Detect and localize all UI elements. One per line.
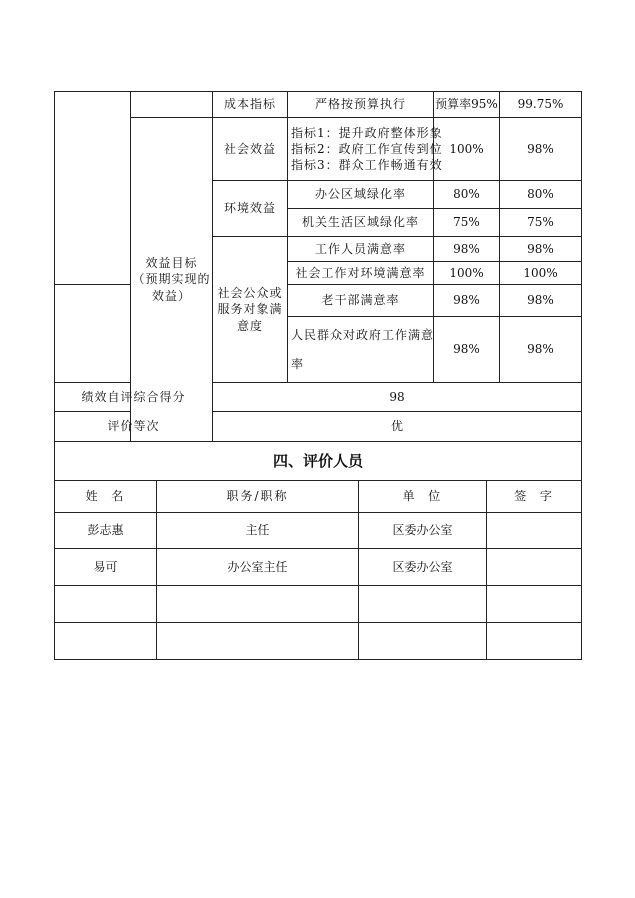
satisfaction-actual-1: 98% [500,237,582,262]
env-target-1: 80% [434,181,500,209]
evaluator-signature [487,549,582,586]
evaluators-table [54,441,582,660]
satisfaction-actual-2: 100% [500,262,582,285]
env-indicator-2: 机关生活区域绿化率 [288,209,434,237]
satisfaction-target-2: 100% [434,262,500,285]
evaluator-title: 主任 [157,513,359,549]
satisfaction-indicator-4: 人民群众对政府工作满意 率 [288,317,434,383]
evaluator-row [55,586,582,623]
satisfaction-target-4: 98% [434,317,500,383]
env-actual-2: 75% [500,209,582,237]
evaluator-unit [359,586,487,623]
satisfaction-actual-4: 98% [500,317,582,383]
social-benefit-actual: 98% [500,118,582,181]
header-sign: 签 字 [487,481,582,513]
evaluator-unit: 区委办公室 [359,513,487,549]
evaluator-signature [487,623,582,660]
social-benefit-row [55,118,582,181]
outer-blank-cell-top [55,92,131,285]
env-benefit-category: 环境效益 [213,181,288,237]
satisfaction-target-1: 98% [434,237,500,262]
score-value: 98 [213,383,582,412]
cost-target: 预算率95% [434,92,500,118]
satisfaction-target-3: 98% [434,285,500,317]
satisfaction-category: 社会公众或 服务对象满 意度 [213,237,288,383]
evaluator-signature [487,513,582,549]
evaluator-unit [359,623,487,660]
cost-indicator: 严格按预算执行 [288,92,434,118]
evaluator-name [55,586,157,623]
env-target-2: 75% [434,209,500,237]
social-benefit-target: 100% [434,118,500,181]
benefit-group-label: 效益目标 （预期实现的 效益） [131,118,213,442]
social-benefit-indicators: 指标1：提升政府整体形象 指标2：政府工作宣传到位 指标3：群众工作畅通有效 [288,118,434,181]
cost-row [55,92,582,118]
cost-actual: 99.75% [500,92,582,118]
env-indicator-1: 办公区域绿化率 [288,181,434,209]
satisfaction-actual-3: 98% [500,285,582,317]
grade-row [55,412,582,442]
evaluator-row [55,513,582,549]
evaluator-row [55,623,582,660]
header-unit: 单 位 [359,481,487,513]
evaluator-row [55,549,582,586]
cost-category: 成本指标 [213,92,288,118]
satisfaction-indicator-1: 工作人员满意率 [288,237,434,262]
outer-blank-cell-bottom [55,285,131,383]
section-title: 四、评价人员 [55,442,582,481]
score-row [55,383,582,412]
performance-table [54,91,582,442]
blank-cell [131,92,213,118]
evaluators-header-row [55,481,582,513]
grade-value: 优 [213,412,582,442]
header-title: 职务/职称 [157,481,359,513]
evaluator-name: 易可 [55,549,157,586]
section-heading-row [55,442,582,481]
evaluator-name: 彭志惠 [55,513,157,549]
env-actual-1: 80% [500,181,582,209]
evaluator-unit: 区委办公室 [359,549,487,586]
satisfaction-indicator-3: 老干部满意率 [288,285,434,317]
grade-label: 评价等次 [55,412,213,442]
satisfaction-indicator-2: 社会工作对环境满意率 [288,262,434,285]
evaluator-title: 办公室主任 [157,549,359,586]
header-name: 姓 名 [55,481,157,513]
evaluator-signature [487,586,582,623]
evaluator-name [55,623,157,660]
score-label: 绩效自评综合得分 [55,383,213,412]
evaluator-title [157,623,359,660]
social-benefit-category: 社会效益 [213,118,288,181]
evaluator-title [157,586,359,623]
